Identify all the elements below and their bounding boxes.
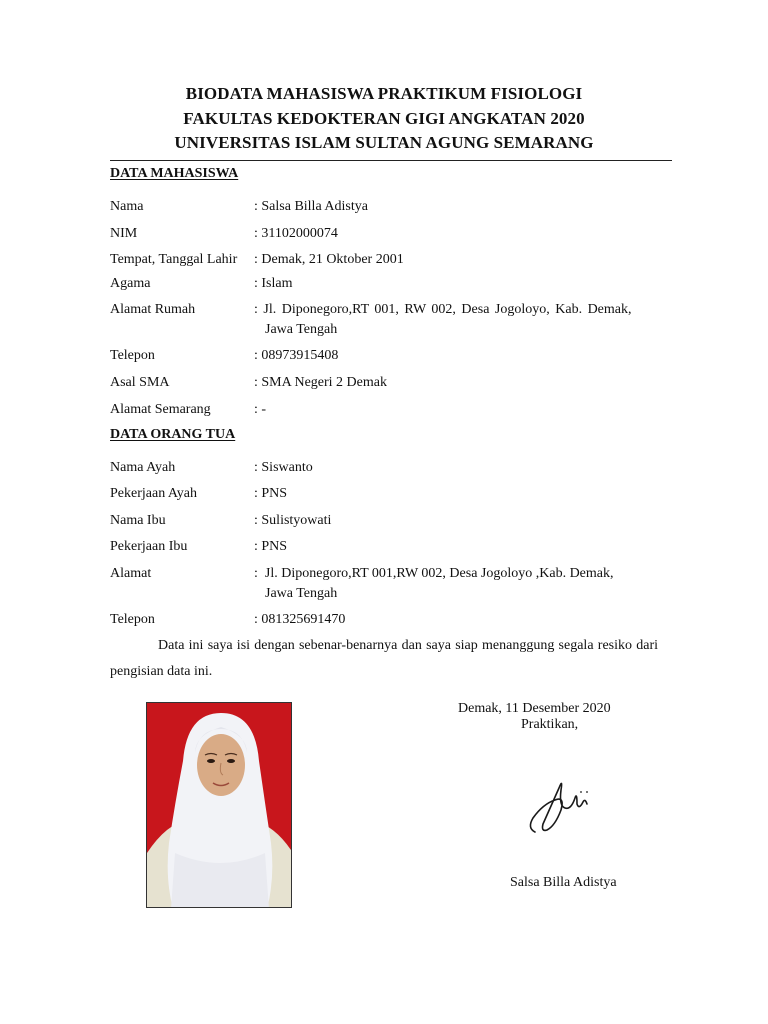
parents-section-title: DATA ORANG TUA [110, 427, 236, 442]
statement-paragraph: Data ini saya isi dengan sebenar-benarnya dan saya siap menanggung segala resiko dari pengisian data ini. [110, 638, 658, 679]
field-value: : Jl. Diponegoro,RT 001, RW 002, Desa Jogoloyo, Kab. Demak, [254, 302, 632, 317]
field-label: Telepon [110, 612, 155, 627]
field-value-continuation: Jawa Tengah [265, 586, 338, 601]
field-value: : 31102000074 [254, 226, 338, 241]
signature-name: Salsa Billa Adistya [510, 875, 617, 890]
document-title-line-3: UNIVERSITAS ISLAM SULTAN AGUNG SEMARANG [174, 133, 594, 152]
field-value: : Islam [254, 276, 293, 291]
signature-place-date: Demak, 11 Desember 2020 [458, 701, 611, 716]
field-value-continuation: Jawa Tengah [265, 322, 338, 337]
field-label: Telepon [110, 348, 155, 363]
field-label: NIM [110, 226, 138, 241]
field-value: : 08973915408 [254, 348, 339, 363]
field-value: : Siswanto [254, 460, 313, 475]
document-title-line-1: BIODATA MAHASISWA PRAKTIKUM FISIOLOGI [185, 84, 583, 103]
field-label: Alamat Semarang [110, 402, 211, 417]
field-label: Pekerjaan Ibu [110, 539, 188, 554]
student-section-title: DATA MAHASISWA [110, 166, 239, 181]
student-photo [146, 702, 292, 908]
document-title-line-2: FAKULTAS KEDOKTERAN GIGI ANGKATAN 2020 [183, 109, 585, 128]
student-portrait-image [147, 703, 292, 908]
field-value: : Jl. Diponegoro,RT 001,RW 002, Desa Jogoloyo ,Kab. Demak, [254, 566, 614, 581]
field-label: Nama Ayah [110, 460, 176, 475]
field-label: Nama Ibu [110, 513, 166, 528]
field-value: : SMA Negeri 2 Demak [254, 375, 387, 390]
field-value: : Salsa Billa Adistya [254, 199, 368, 214]
handwritten-signature [525, 770, 605, 840]
field-value: : PNS [254, 539, 288, 554]
field-label: Alamat Rumah [110, 302, 196, 317]
field-value: : Sulistyowati [254, 513, 332, 528]
field-label: Agama [110, 276, 151, 291]
signature-role: Praktikan, [521, 717, 579, 732]
field-label: Asal SMA [110, 375, 170, 390]
field-label: Tempat, Tanggal Lahir [110, 252, 238, 267]
field-value: : PNS [254, 486, 288, 501]
header-divider [110, 160, 672, 161]
field-label: Nama [110, 199, 144, 214]
field-value: : 081325691470 [254, 612, 346, 627]
field-label: Alamat [110, 566, 152, 581]
field-label: Pekerjaan Ayah [110, 486, 197, 501]
field-value: : Demak, 21 Oktober 2001 [254, 252, 404, 267]
field-value: : - [254, 402, 267, 417]
